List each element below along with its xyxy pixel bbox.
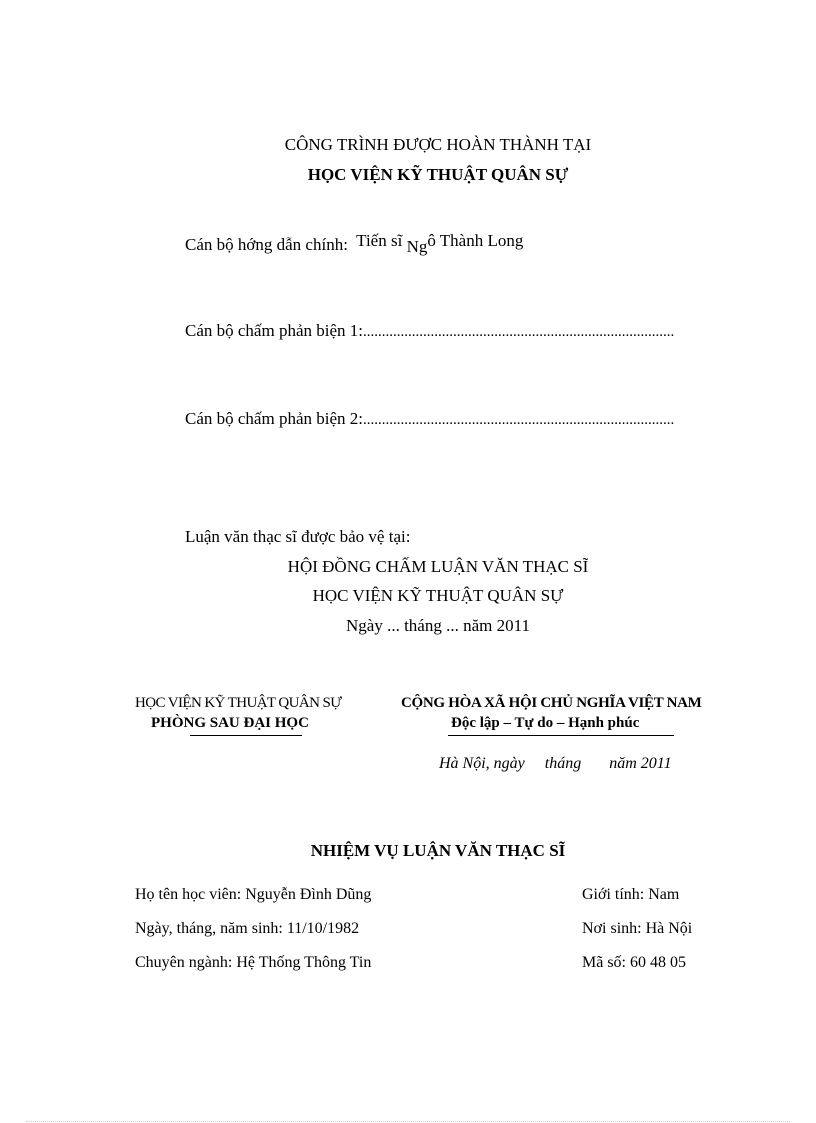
defense-council: HỘI ĐỒNG CHẤM LUẬN VĂN THẠC SĨ: [287, 557, 589, 576]
defense-academy: HỌC VIỆN KỸ THUẬT QUÂN SỰ: [312, 586, 564, 605]
reviewer-2-label: Cán bộ chấm phản biện 2:: [185, 409, 363, 428]
completion-title: CÔNG TRÌNH ĐƯỢC HOÀN THÀNH TẠI: [284, 135, 592, 154]
place-date: Hà Nội, ngày tháng năm 2011: [439, 755, 672, 772]
dob-label: Ngày, tháng, năm sinh:: [135, 920, 283, 937]
code-label: Mã số:: [582, 954, 626, 971]
code-value: 60 48 05: [630, 954, 686, 971]
left-dept: PHÒNG SAU ĐẠI HỌC: [151, 715, 309, 731]
major-label: Chuyên ngành:: [135, 954, 233, 971]
major-value: Hệ Thống Thông Tin: [236, 954, 372, 971]
page-bottom-rule: [26, 1121, 790, 1122]
left-dept-underline: [190, 735, 302, 736]
gender-label: Giới tính:: [582, 886, 645, 903]
nation-title: CỘNG HÒA XÃ HỘI CHỦ NGHĨA VIỆT NAM: [401, 695, 702, 711]
gender-row: [582, 887, 679, 903]
gender-value: Nam: [648, 886, 680, 903]
code-row: [582, 955, 686, 971]
reviewer-2-row: [185, 410, 674, 428]
left-org: HỌC VIỆN KỸ THUẬT QUÂN SỰ: [135, 695, 342, 711]
advisor-name: Tiến sĩ Ngô Thành Long: [356, 231, 524, 256]
reviewer-1-row: [185, 322, 674, 340]
major-row: [135, 955, 371, 971]
nation-motto: Độc lập – Tự do – Hạnh phúc: [451, 715, 640, 731]
academy-title: HỌC VIỆN KỸ THUẬT QUÂN SỰ: [307, 165, 569, 184]
task-title: NHIỆM VỤ LUẬN VĂN THẠC SĨ: [310, 841, 566, 860]
reviewer-1-label: Cán bộ chấm phản biện 1:: [185, 321, 363, 340]
reviewer-2-dots: ...................................................................................: [363, 412, 675, 428]
reviewer-1-dots: ...................................................................................: [363, 324, 675, 340]
birthplace-label: Nơi sinh:: [582, 920, 642, 937]
birthplace-row: [582, 921, 692, 937]
advisor-label: Cán bộ hớng dẫn chính:: [185, 235, 348, 254]
student-name-label: Họ tên học viên:: [135, 886, 242, 903]
motto-underline: [448, 735, 674, 736]
dob-row: [135, 921, 359, 937]
student-name-row: [135, 887, 371, 903]
student-name: Nguyễn Đình Dũng: [245, 886, 372, 903]
defense-intro: Luận văn thạc sĩ được bảo vệ tại:: [185, 527, 411, 546]
birthplace-value: Hà Nội: [645, 920, 693, 937]
defense-date: Ngày ... tháng ... năm 2011: [346, 616, 530, 635]
dob-value: 11/10/1982: [286, 920, 360, 937]
advisor-row: [185, 231, 524, 256]
